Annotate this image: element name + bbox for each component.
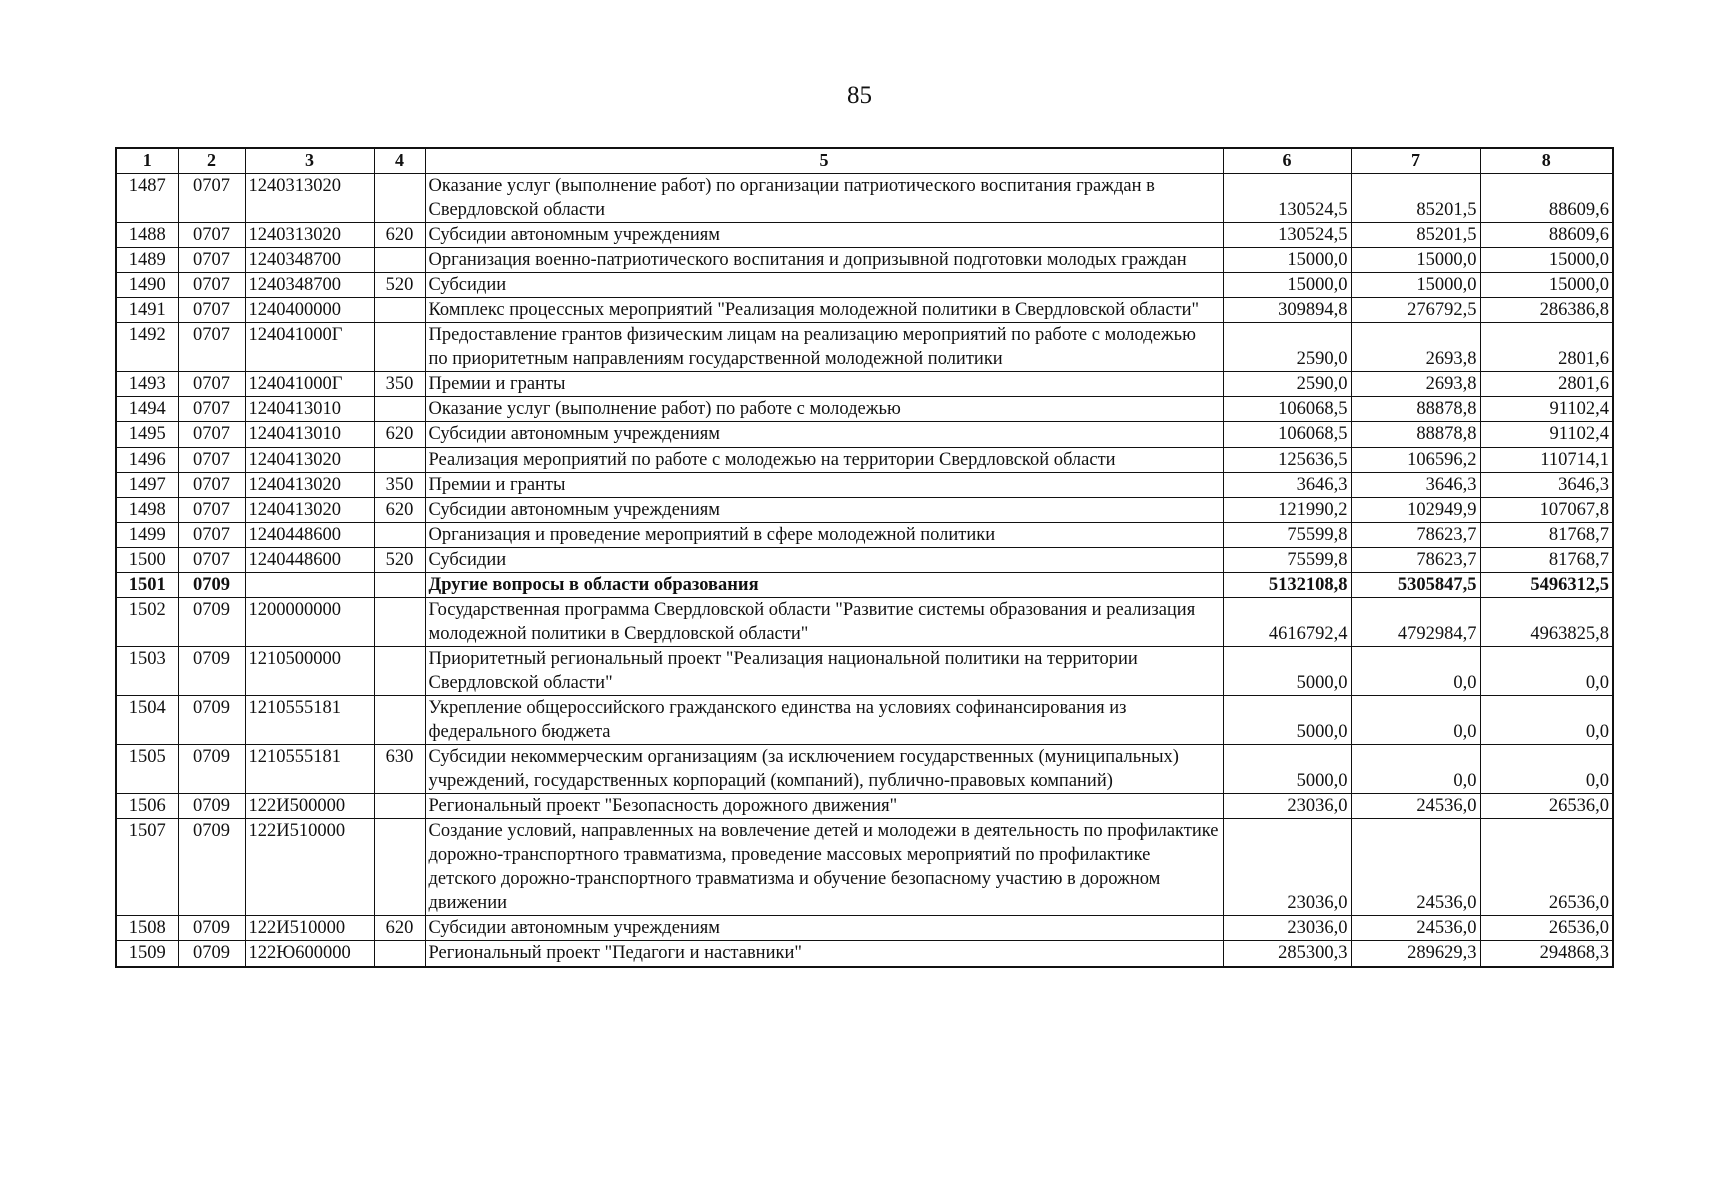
value-col-6: 2590,0	[1223, 372, 1351, 397]
table-row	[116, 572, 1613, 597]
expense-type-code: 350	[374, 472, 425, 497]
expense-type-code	[374, 323, 425, 372]
section-code: 0709	[178, 597, 245, 646]
section-code: 0707	[178, 422, 245, 447]
section-code: 0707	[178, 323, 245, 372]
table-row	[116, 547, 1613, 572]
row-name: Создание условий, направленных на вовлечение детей и молодежи в деятельность по профилактике дорожно-транспортного травматизма, проведение массовых мероприятий по профилактике детского дорожно-транспортного травматизма и обучение безопасному участию в дорожном движении	[425, 819, 1223, 916]
expense-type-code: 630	[374, 745, 425, 794]
table-row	[116, 248, 1613, 273]
value-col-6: 23036,0	[1223, 916, 1351, 941]
target-code: 1240413020	[245, 497, 374, 522]
row-number: 1505	[116, 745, 178, 794]
table-row	[116, 397, 1613, 422]
value-col-6: 106068,5	[1223, 422, 1351, 447]
section-code: 0709	[178, 745, 245, 794]
value-col-7: 102949,9	[1351, 497, 1480, 522]
value-col-8: 0,0	[1480, 695, 1613, 744]
header-col-2: 2	[178, 148, 245, 174]
value-col-6: 23036,0	[1223, 794, 1351, 819]
value-col-7: 2693,8	[1351, 323, 1480, 372]
section-code: 0707	[178, 547, 245, 572]
value-col-7: 85201,5	[1351, 223, 1480, 248]
header-col-6: 6	[1223, 148, 1351, 174]
header-row	[116, 148, 1613, 174]
table-row	[116, 447, 1613, 472]
section-code: 0709	[178, 794, 245, 819]
expense-type-code: 620	[374, 916, 425, 941]
value-col-6: 5000,0	[1223, 695, 1351, 744]
value-col-6: 130524,5	[1223, 174, 1351, 223]
header-col-5: 5	[425, 148, 1223, 174]
row-name: Оказание услуг (выполнение работ) по организации патриотического воспитания граждан в Свердловской области	[425, 174, 1223, 223]
expense-type-code	[374, 646, 425, 695]
value-col-8: 91102,4	[1480, 397, 1613, 422]
table-row	[116, 472, 1613, 497]
header-col-8: 8	[1480, 148, 1613, 174]
page-number: 85	[847, 82, 872, 109]
section-code: 0707	[178, 298, 245, 323]
section-code: 0707	[178, 522, 245, 547]
value-col-8: 26536,0	[1480, 819, 1613, 916]
value-col-7: 78623,7	[1351, 547, 1480, 572]
section-code: 0707	[178, 174, 245, 223]
row-number: 1487	[116, 174, 178, 223]
value-col-7: 88878,8	[1351, 422, 1480, 447]
value-col-6: 125636,5	[1223, 447, 1351, 472]
row-number: 1488	[116, 223, 178, 248]
row-name: Субсидии автономным учреждениям	[425, 916, 1223, 941]
table-row	[116, 597, 1613, 646]
table-row	[116, 497, 1613, 522]
value-col-8: 5496312,5	[1480, 572, 1613, 597]
value-col-7: 24536,0	[1351, 916, 1480, 941]
row-name: Субсидии автономным учреждениям	[425, 223, 1223, 248]
row-number: 1506	[116, 794, 178, 819]
target-code: 1240448600	[245, 547, 374, 572]
value-col-7: 0,0	[1351, 695, 1480, 744]
value-col-7: 289629,3	[1351, 941, 1480, 967]
header-col-7: 7	[1351, 148, 1480, 174]
expense-type-code	[374, 941, 425, 967]
row-name: Организация и проведение мероприятий в сфере молодежной политики	[425, 522, 1223, 547]
target-code: 1200000000	[245, 597, 374, 646]
row-name: Субсидии автономным учреждениям	[425, 422, 1223, 447]
target-code: 1240313020	[245, 174, 374, 223]
row-number: 1509	[116, 941, 178, 967]
value-col-8: 0,0	[1480, 745, 1613, 794]
value-col-7: 15000,0	[1351, 248, 1480, 273]
value-col-6: 15000,0	[1223, 248, 1351, 273]
value-col-8: 110714,1	[1480, 447, 1613, 472]
expense-type-code	[374, 819, 425, 916]
row-name: Предоставление грантов физическим лицам на реализацию мероприятий по работе с молодежью по приоритетным направлениям государственной молодежной политики	[425, 323, 1223, 372]
row-name: Субсидии	[425, 273, 1223, 298]
row-name: Субсидии автономным учреждениям	[425, 497, 1223, 522]
section-code: 0709	[178, 941, 245, 967]
expense-type-code: 620	[374, 223, 425, 248]
target-code: 122И500000	[245, 794, 374, 819]
budget-table	[115, 147, 1614, 968]
target-code: 1210555181	[245, 745, 374, 794]
target-code: 1240400000	[245, 298, 374, 323]
target-code: 1240413010	[245, 397, 374, 422]
section-code: 0707	[178, 372, 245, 397]
value-col-6: 285300,3	[1223, 941, 1351, 967]
section-code: 0707	[178, 273, 245, 298]
value-col-8: 2801,6	[1480, 372, 1613, 397]
value-col-7: 24536,0	[1351, 819, 1480, 916]
value-col-8: 81768,7	[1480, 547, 1613, 572]
row-number: 1492	[116, 323, 178, 372]
value-col-7: 0,0	[1351, 646, 1480, 695]
table-row	[116, 323, 1613, 372]
table-row	[116, 223, 1613, 248]
target-code: 1210500000	[245, 646, 374, 695]
value-col-7: 78623,7	[1351, 522, 1480, 547]
value-col-6: 3646,3	[1223, 472, 1351, 497]
expense-type-code	[374, 174, 425, 223]
value-col-7: 106596,2	[1351, 447, 1480, 472]
expense-type-code	[374, 447, 425, 472]
value-col-7: 85201,5	[1351, 174, 1480, 223]
value-col-8: 4963825,8	[1480, 597, 1613, 646]
row-number: 1501	[116, 572, 178, 597]
target-code: 122Ю600000	[245, 941, 374, 967]
table-row	[116, 941, 1613, 967]
table-row	[116, 819, 1613, 916]
value-col-8: 0,0	[1480, 646, 1613, 695]
value-col-8: 26536,0	[1480, 794, 1613, 819]
table-row	[116, 372, 1613, 397]
target-code: 1210555181	[245, 695, 374, 744]
value-col-7: 4792984,7	[1351, 597, 1480, 646]
row-number: 1490	[116, 273, 178, 298]
header-col-1: 1	[116, 148, 178, 174]
value-col-6: 15000,0	[1223, 273, 1351, 298]
value-col-8: 107067,8	[1480, 497, 1613, 522]
expense-type-code	[374, 695, 425, 744]
value-col-6: 2590,0	[1223, 323, 1351, 372]
table-row	[116, 646, 1613, 695]
target-code: 1240413010	[245, 422, 374, 447]
target-code: 1240413020	[245, 472, 374, 497]
row-name: Региональный проект "Безопасность дорожного движения"	[425, 794, 1223, 819]
expense-type-code	[374, 397, 425, 422]
value-col-6: 309894,8	[1223, 298, 1351, 323]
expense-type-code: 520	[374, 547, 425, 572]
header-col-4: 4	[374, 148, 425, 174]
section-code: 0709	[178, 819, 245, 916]
expense-type-code	[374, 298, 425, 323]
value-col-7: 3646,3	[1351, 472, 1480, 497]
value-col-7: 24536,0	[1351, 794, 1480, 819]
target-code: 1240348700	[245, 273, 374, 298]
row-number: 1500	[116, 547, 178, 572]
row-number: 1502	[116, 597, 178, 646]
table-row	[116, 522, 1613, 547]
value-col-8: 15000,0	[1480, 248, 1613, 273]
section-code: 0707	[178, 397, 245, 422]
section-code: 0707	[178, 472, 245, 497]
row-name: Оказание услуг (выполнение работ) по работе с молодежью	[425, 397, 1223, 422]
section-code: 0707	[178, 248, 245, 273]
target-code: 1240413020	[245, 447, 374, 472]
row-number: 1494	[116, 397, 178, 422]
row-name: Региональный проект "Педагоги и наставники"	[425, 941, 1223, 967]
value-col-8: 88609,6	[1480, 223, 1613, 248]
expense-type-code: 520	[374, 273, 425, 298]
value-col-7: 15000,0	[1351, 273, 1480, 298]
value-col-6: 23036,0	[1223, 819, 1351, 916]
value-col-7: 2693,8	[1351, 372, 1480, 397]
row-number: 1507	[116, 819, 178, 916]
row-name: Государственная программа Свердловской области "Развитие системы образования и реализация молодежной политики в Свердловской области"	[425, 597, 1223, 646]
row-number: 1497	[116, 472, 178, 497]
value-col-8: 2801,6	[1480, 323, 1613, 372]
target-code	[245, 572, 374, 597]
table-row	[116, 745, 1613, 794]
row-name: Премии и гранты	[425, 372, 1223, 397]
section-code: 0707	[178, 223, 245, 248]
row-name: Субсидии некоммерческим организациям (за исключением государственных (муниципальных) учреждений, государственных корпораций (компаний), публично-правовых компаний)	[425, 745, 1223, 794]
row-name: Укрепление общероссийского гражданского единства на условиях софинансирования из федерального бюджета	[425, 695, 1223, 744]
value-col-7: 0,0	[1351, 745, 1480, 794]
target-code: 124041000Г	[245, 372, 374, 397]
target-code: 122И510000	[245, 819, 374, 916]
row-name: Реализация мероприятий по работе с молодежью на территории Свердловской области	[425, 447, 1223, 472]
value-col-6: 5000,0	[1223, 745, 1351, 794]
table-body	[116, 174, 1613, 967]
value-col-8: 91102,4	[1480, 422, 1613, 447]
value-col-6: 5132108,8	[1223, 572, 1351, 597]
value-col-8: 26536,0	[1480, 916, 1613, 941]
expense-type-code	[374, 597, 425, 646]
row-number: 1491	[116, 298, 178, 323]
header-col-3: 3	[245, 148, 374, 174]
value-col-7: 88878,8	[1351, 397, 1480, 422]
section-code: 0709	[178, 916, 245, 941]
target-code: 1240448600	[245, 522, 374, 547]
row-name: Субсидии	[425, 547, 1223, 572]
value-col-7: 276792,5	[1351, 298, 1480, 323]
table-row	[116, 422, 1613, 447]
value-col-8: 286386,8	[1480, 298, 1613, 323]
table-row	[116, 298, 1613, 323]
row-name: Другие вопросы в области образования	[425, 572, 1223, 597]
value-col-6: 75599,8	[1223, 522, 1351, 547]
row-number: 1493	[116, 372, 178, 397]
row-name: Комплекс процессных мероприятий "Реализация молодежной политики в Свердловской области"	[425, 298, 1223, 323]
row-number: 1495	[116, 422, 178, 447]
table-row	[116, 794, 1613, 819]
expense-type-code	[374, 522, 425, 547]
value-col-6: 121990,2	[1223, 497, 1351, 522]
row-name: Организация военно-патриотического воспитания и допризывной подготовки молодых граждан	[425, 248, 1223, 273]
value-col-8: 88609,6	[1480, 174, 1613, 223]
section-code: 0707	[178, 497, 245, 522]
table-row	[116, 174, 1613, 223]
expense-type-code	[374, 572, 425, 597]
row-number: 1498	[116, 497, 178, 522]
value-col-6: 75599,8	[1223, 547, 1351, 572]
value-col-8: 15000,0	[1480, 273, 1613, 298]
value-col-8: 294868,3	[1480, 941, 1613, 967]
target-code: 1240348700	[245, 248, 374, 273]
expense-type-code: 350	[374, 372, 425, 397]
value-col-6: 5000,0	[1223, 646, 1351, 695]
target-code: 124041000Г	[245, 323, 374, 372]
value-col-8: 3646,3	[1480, 472, 1613, 497]
table-row	[116, 695, 1613, 744]
expense-type-code: 620	[374, 497, 425, 522]
target-code: 1240313020	[245, 223, 374, 248]
expense-type-code	[374, 794, 425, 819]
target-code: 122И510000	[245, 916, 374, 941]
value-col-6: 130524,5	[1223, 223, 1351, 248]
value-col-7: 5305847,5	[1351, 572, 1480, 597]
section-code: 0709	[178, 695, 245, 744]
row-number: 1504	[116, 695, 178, 744]
table-row	[116, 273, 1613, 298]
value-col-6: 4616792,4	[1223, 597, 1351, 646]
row-number: 1508	[116, 916, 178, 941]
table-row	[116, 916, 1613, 941]
row-name: Приоритетный региональный проект "Реализация национальной политики на территории Свердловской области"	[425, 646, 1223, 695]
row-name: Премии и гранты	[425, 472, 1223, 497]
section-code: 0709	[178, 572, 245, 597]
value-col-6: 106068,5	[1223, 397, 1351, 422]
row-number: 1503	[116, 646, 178, 695]
expense-type-code	[374, 248, 425, 273]
value-col-8: 81768,7	[1480, 522, 1613, 547]
expense-type-code: 620	[374, 422, 425, 447]
row-number: 1489	[116, 248, 178, 273]
section-code: 0709	[178, 646, 245, 695]
section-code: 0707	[178, 447, 245, 472]
row-number: 1496	[116, 447, 178, 472]
row-number: 1499	[116, 522, 178, 547]
